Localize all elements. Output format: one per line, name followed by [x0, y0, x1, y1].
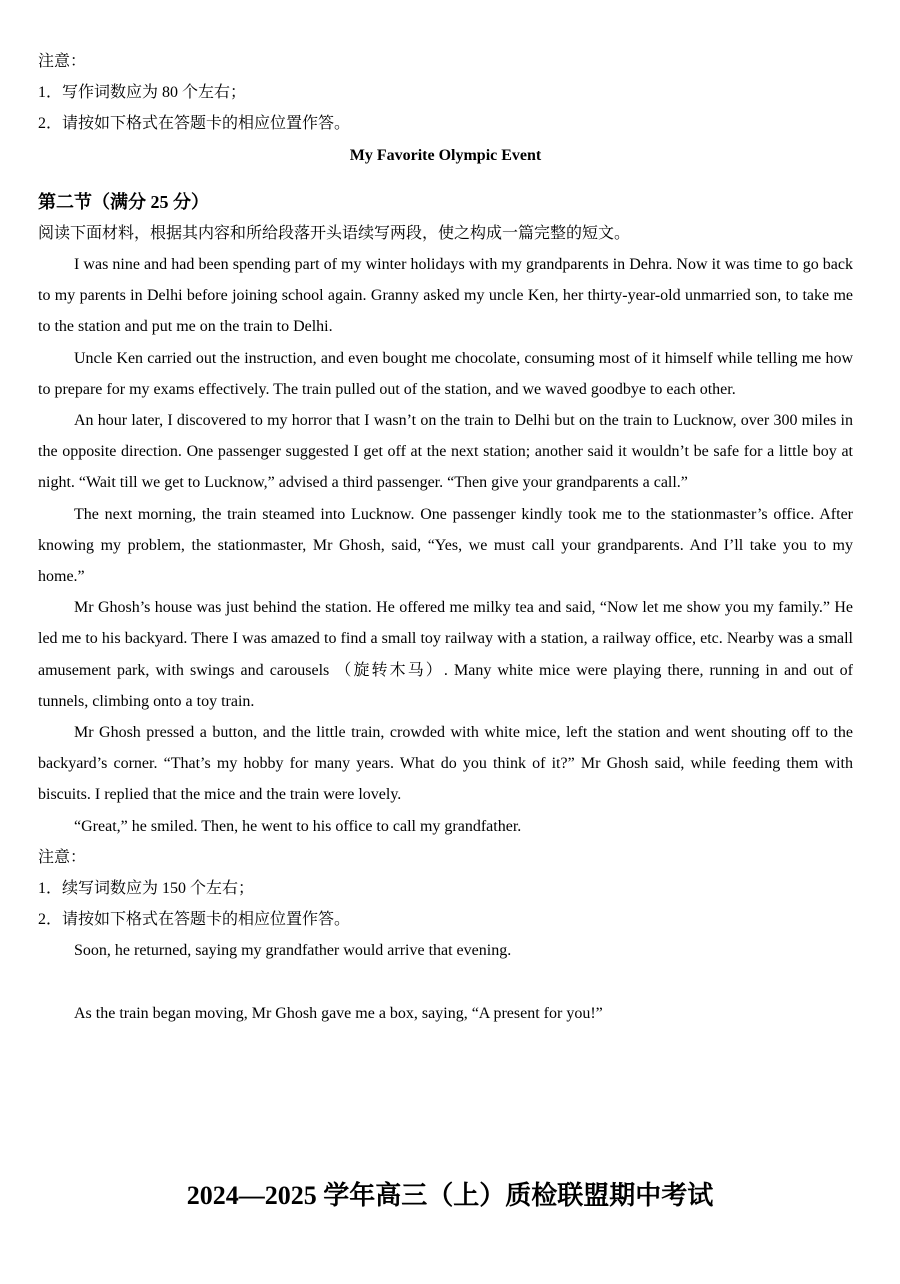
note-format-2: 2．请按如下格式在答题卡的相应位置作答。 [38, 911, 351, 929]
exam-page [38, 46, 853, 1029]
story-paragraph-1: I was nine and had been spending part of my winter holidays with my grandparents in Dehra. Now it was time to go back to my parents in Delhi before joining school again. Granny asked my uncle Ken, her thirty-year-old unmarried son, to take me to the station and put me on the train to Delhi. [38, 256, 853, 336]
note-word-count-1: 1．写作词数应为 80 个左右； [38, 84, 247, 102]
essay-title: My Favorite Olympic Event [349, 146, 542, 164]
story-paragraph-2: Uncle Ken carried out the instruction, and even bought me chocolate, consuming most of it himself while telling me how to prepare for my exams effectively. The train pulled out of the station, and we waved goodbye to each other. [38, 349, 853, 398]
continuation-opener-2: As the train began moving, Mr Ghosh gave me a box, saying, “A present for you!” [74, 1004, 603, 1022]
story-paragraph-5: Mr Ghosh’s house was just behind the station. He offered me milky tea and said, “Now let me show you my family.” He led me to his backyard. There I was amazed to find a small toy railway with a station, a railway office, etc. Nearby was a small amusement park, with swings and carousels （旋转木马）. Many white mice were playing there, running in and out of tunnels, climbing onto a toy train. [38, 599, 853, 710]
spacer [38, 171, 853, 187]
exam-title: 2024—2025 学年高三（上）质检联盟期中考试 [186, 1181, 714, 1210]
section-heading: 第二节（满分 25 分） [38, 191, 209, 212]
story-paragraph-4: The next morning, the train steamed into Lucknow. One passenger kindly took me to the stationmaster’s office. After knowing my problem, the stationmaster, Mr Ghosh, said, “Yes, we must call your grandparents. And I’ll take you to my home.” [38, 505, 853, 586]
note-word-count-2: 1．续写词数应为 150 个左右； [38, 880, 255, 898]
spacer [38, 967, 853, 998]
continuation-opener-1: Soon, he returned, saying my grandfather would arrive that evening. [74, 942, 512, 960]
note-format-1: 2．请按如下格式在答题卡的相应位置作答。 [38, 115, 351, 133]
story-paragraph-3: An hour later, I discovered to my horror that I wasn’t on the train to Delhi but on the train to Lucknow, over 300 miles in the opposite direction. One passenger suggested I get off at the next station; another said it wouldn’t be safe for a little boy at night. “Wait till we get to Lucknow,” advised a third passenger. “Then give your grandparents a call.” [38, 412, 853, 492]
section-instruction: 阅读下面材料，根据其内容和所给段落开头语续写两段，使之构成一篇完整的短文。 [38, 224, 631, 242]
note-label-1: 注意： [38, 53, 87, 70]
story-paragraph-7: “Great,” he smiled. Then, he went to his office to call my grandfather. [74, 817, 522, 835]
story-paragraph-6: Mr Ghosh pressed a button, and the little train, crowded with white mice, left the station and went shouting off to the backyard’s corner. “That’s my hobby for many years. What do you think of it?” Mr Ghosh said, while feeding them with biscuits. I replied that the mice and the train were lovely. [38, 724, 853, 804]
note-label-2: 注意： [38, 848, 87, 866]
